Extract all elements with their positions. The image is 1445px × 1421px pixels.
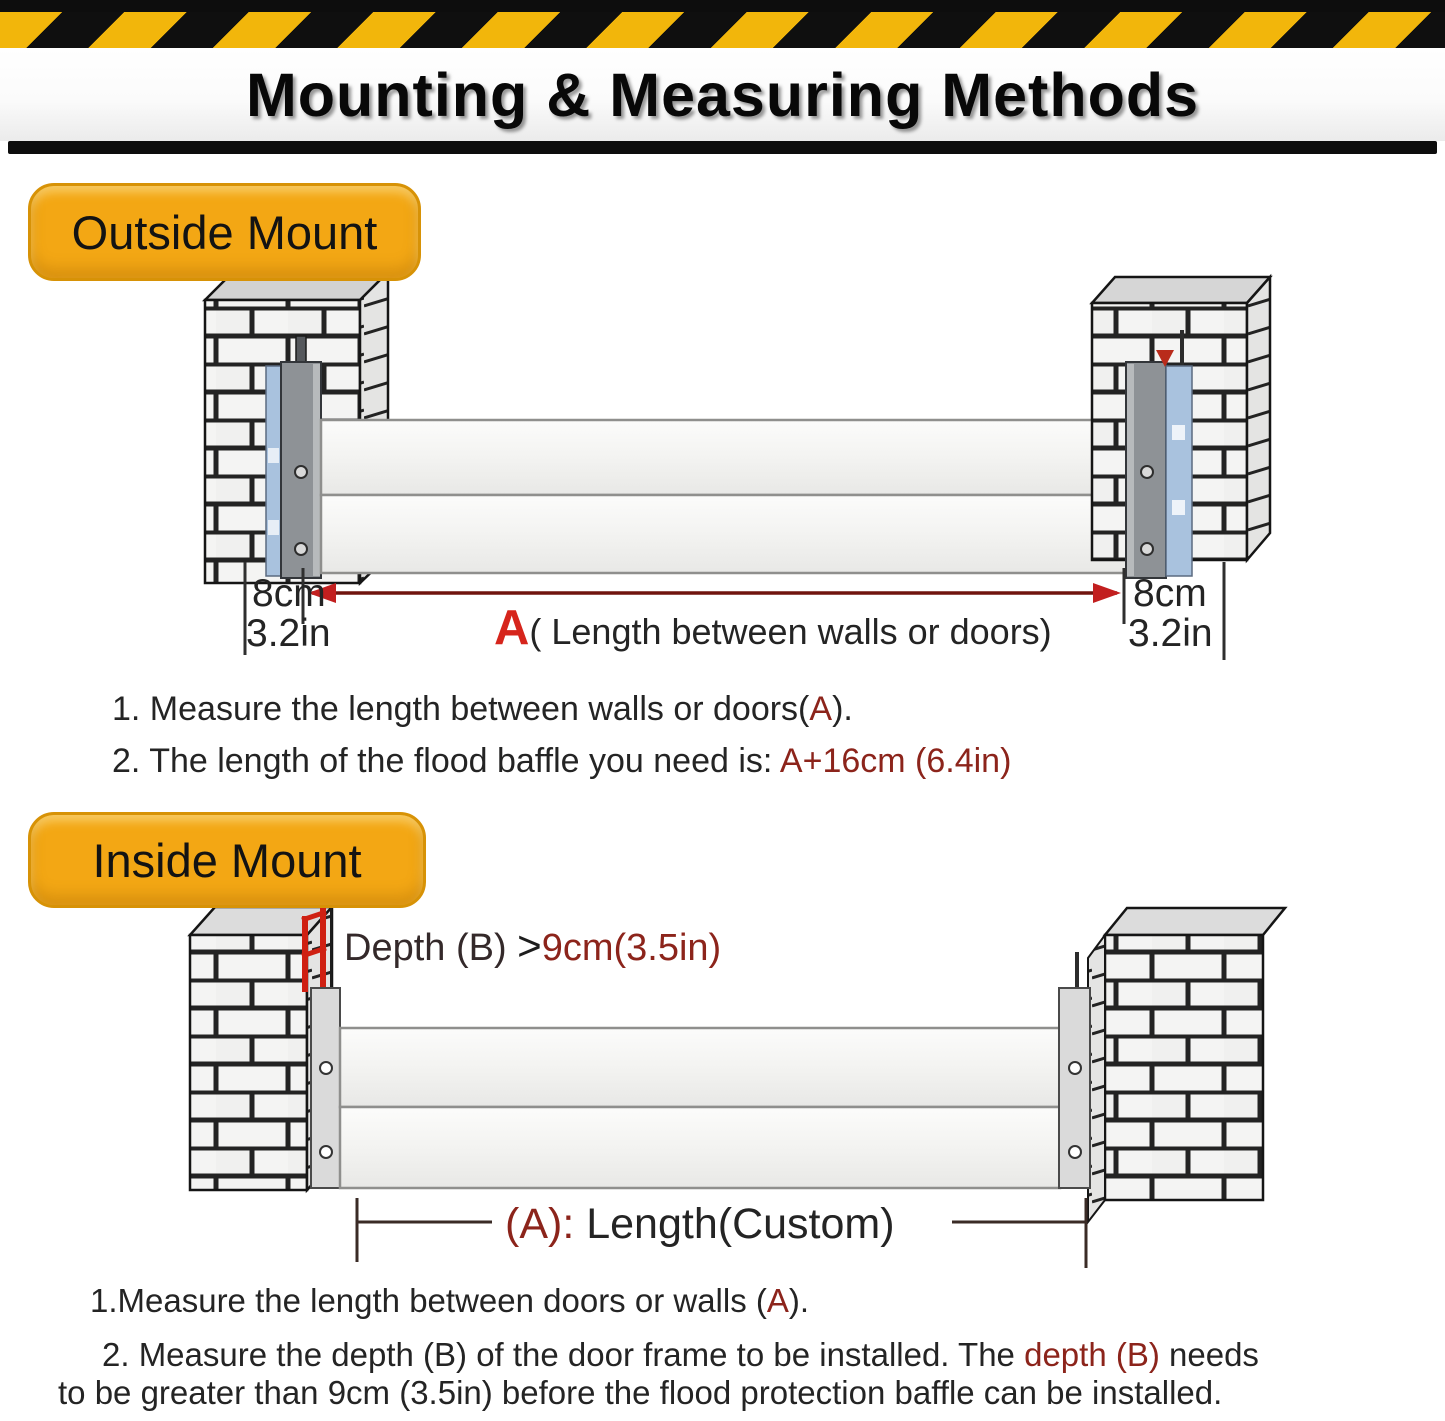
inside-step-2-line-2: to be greater than 9cm (3.5in) before the flood protection baffle can be installed. — [58, 1374, 1223, 1411]
seal-strip — [1166, 366, 1192, 576]
dimension-letter-a: A — [494, 601, 530, 655]
inside-step-1: 1.Measure the length between doors or walls (A). — [90, 1282, 810, 1319]
inside-length-label: (A): Length(Custom) — [505, 1200, 895, 1248]
outside-step-2: 2. The length of the flood baffle you need is: A+16cm (6.4in) — [112, 742, 1012, 780]
outside-step-1: 1. Measure the length between walls or doors(A). — [112, 690, 853, 728]
screw — [1141, 543, 1153, 555]
screw — [320, 1062, 332, 1074]
inside-right-pillar — [1059, 908, 1285, 1222]
inside-step-2: 2. Measure the depth (B) of the door frame to be installed. The depth (B) needs — [102, 1336, 1259, 1373]
outside-right-offset-in: 3.2in — [1128, 612, 1213, 655]
outside-left-offset-in: 3.2in — [246, 612, 331, 655]
inside-depth-label: Depth (B) >9cm(3.5in) — [344, 922, 722, 969]
screw — [320, 1146, 332, 1158]
screw — [1141, 466, 1153, 478]
screw — [1069, 1062, 1081, 1074]
outside-mount-badge-label: Outside Mount — [71, 205, 378, 259]
screw — [1069, 1146, 1081, 1158]
seal-strip — [266, 366, 281, 576]
outside-span-label: A( Length between walls or doors) — [494, 601, 1052, 655]
outside-barrier-panels — [321, 420, 1128, 573]
page-title: Mounting & Measuring Methods — [245, 60, 1200, 129]
outside-right-pillar — [1092, 277, 1270, 578]
mount-pin — [1180, 330, 1184, 368]
greater-than-sign: > — [517, 922, 542, 969]
inside-left-pillar — [190, 903, 340, 1190]
mount-pin — [1075, 952, 1079, 988]
outside-left-offset-cm: 8cm — [252, 572, 326, 615]
inside-barrier-panels — [340, 1028, 1060, 1188]
outside-mount-badge — [28, 183, 421, 281]
inside-mount-badge — [28, 812, 426, 908]
screw — [295, 466, 307, 478]
screw — [295, 543, 307, 555]
inside-mount-badge-label: Inside Mount — [92, 833, 362, 887]
outside-right-offset-cm: 8cm — [1133, 572, 1207, 615]
